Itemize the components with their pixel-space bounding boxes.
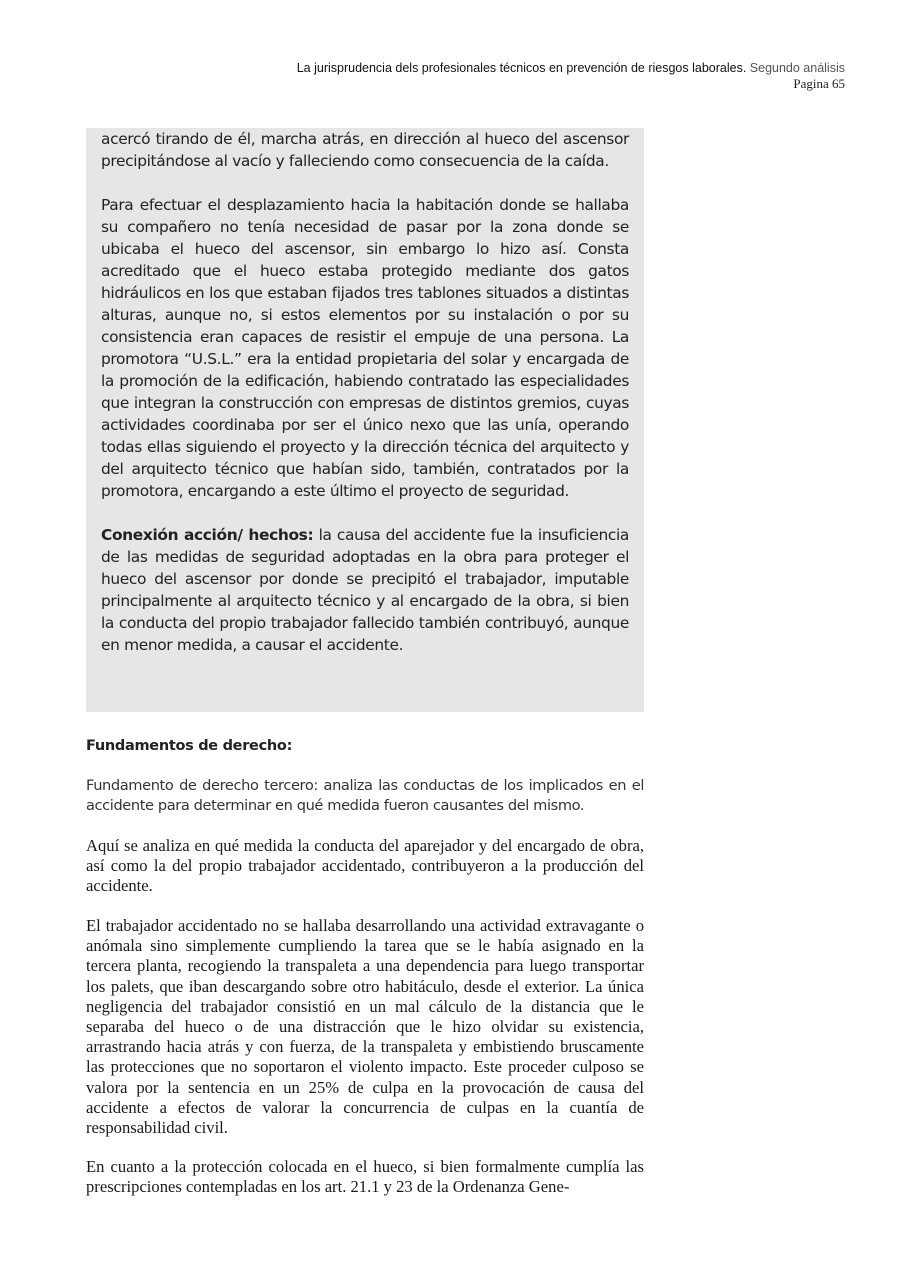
body-paragraph-3: En cuanto a la protección colocada en el hueco, si bien formalmente cumplía las prescripciones contempladas en los art. 21.1 y 23 de la Ordenanza Gene- xyxy=(86,1157,644,1197)
box-paragraph-1: acercó tirando de él, marcha atrás, en dirección al hueco del ascensor precipitándose al vacío y falleciendo como consecuencia de la caída. xyxy=(101,130,629,170)
body-paragraph-2: El trabajador accidentado no se hallaba desarrollando una actividad extravagante o anómala sino simplemente cumpliendo la tarea que se le había asignado en la tercera planta, recogiendo la transpaleta a una dependencia para luego transportar los palets, que iban descargando sobre otro habitáculo, desde el exterior. La única negligencia del trabajador consistió en un mal cálculo de la distancia que le separaba del hueco o de una distracción que le hizo olvidar su existencia, arrastrando hacia atrás y con fuerza, de la transpaleta y embistiendo bruscamente las protecciones que no soportaron el violento impacto. Este proceder culposo se valora por la sentencia en un 25% de culpa en la provocación de causa del accidente a efectos de valorar la concurrencia de culpas en la cuantía de responsabilidad civil. xyxy=(86,916,644,1138)
connection-text: la causa del accidente fue la insuficiencia de las medidas de seguridad adoptadas en la obra para proteger el hueco del ascensor por donde se precipitó el trabajador, imputable principalmente al arquitecto técnico y al encargado de la obra, si bien la conducta del propio trabajador fallecido también contribuyó, aunque en menor medida, a causar el accidente. xyxy=(101,526,629,654)
box-paragraph-3 xyxy=(101,524,629,656)
connection-label: Conexión acción/ hechos: xyxy=(101,526,314,544)
page-header xyxy=(297,60,845,92)
box-paragraph-2: Para efectuar el desplazamiento hacia la habitación donde se hallaba su compañero no tenía necesidad de pasar por la zona donde se ubicaba el hueco del ascensor, sin embargo lo hizo así. Consta acreditado que el hueco estaba protegido mediante dos gatos hidráulicos en los que estaban fijados tres tablones situados a distintas alturas, aunque no, si estos elementos por su instalación o por su consistencia eran capaces de resistir el empuje de una persona. La promotora “U.S.L.” era la entidad propietaria del solar y encargada de la promoción de la edificación, habiendo contratado las especialidades que integran la construcción con empresas de distintos gremios, cuyas actividades coordinaba por ser el único nexo que las unía, operando todas ellas siguiendo el proyecto y la dirección técnica del arquitecto y del arquitecto técnico que habían sido, también, contratados por la promotora, encargando a este último el proyecto de seguridad. xyxy=(101,196,629,500)
section-heading: Fundamentos de derecho: xyxy=(86,738,293,754)
running-title: La jurisprudencia dels profesionales técnicos en prevención de riesgos laborales. xyxy=(296,61,747,75)
fundamento-summary: Fundamento de derecho tercero: analiza las conductas de los implicados en el accidente para determinar en qué medida fueron causantes del mismo. xyxy=(86,777,644,814)
page-number: Pagina 65 xyxy=(793,76,845,91)
running-subtitle: Segundo análisis xyxy=(749,61,845,75)
header-line xyxy=(297,60,845,76)
case-summary-box xyxy=(86,128,644,712)
body-paragraph-1: Aquí se analiza en qué medida la conducta del aparejador y del encargado de obra, así como la del propio trabajador accidentado, contribuyeron a la producción del accidente. xyxy=(86,836,644,896)
